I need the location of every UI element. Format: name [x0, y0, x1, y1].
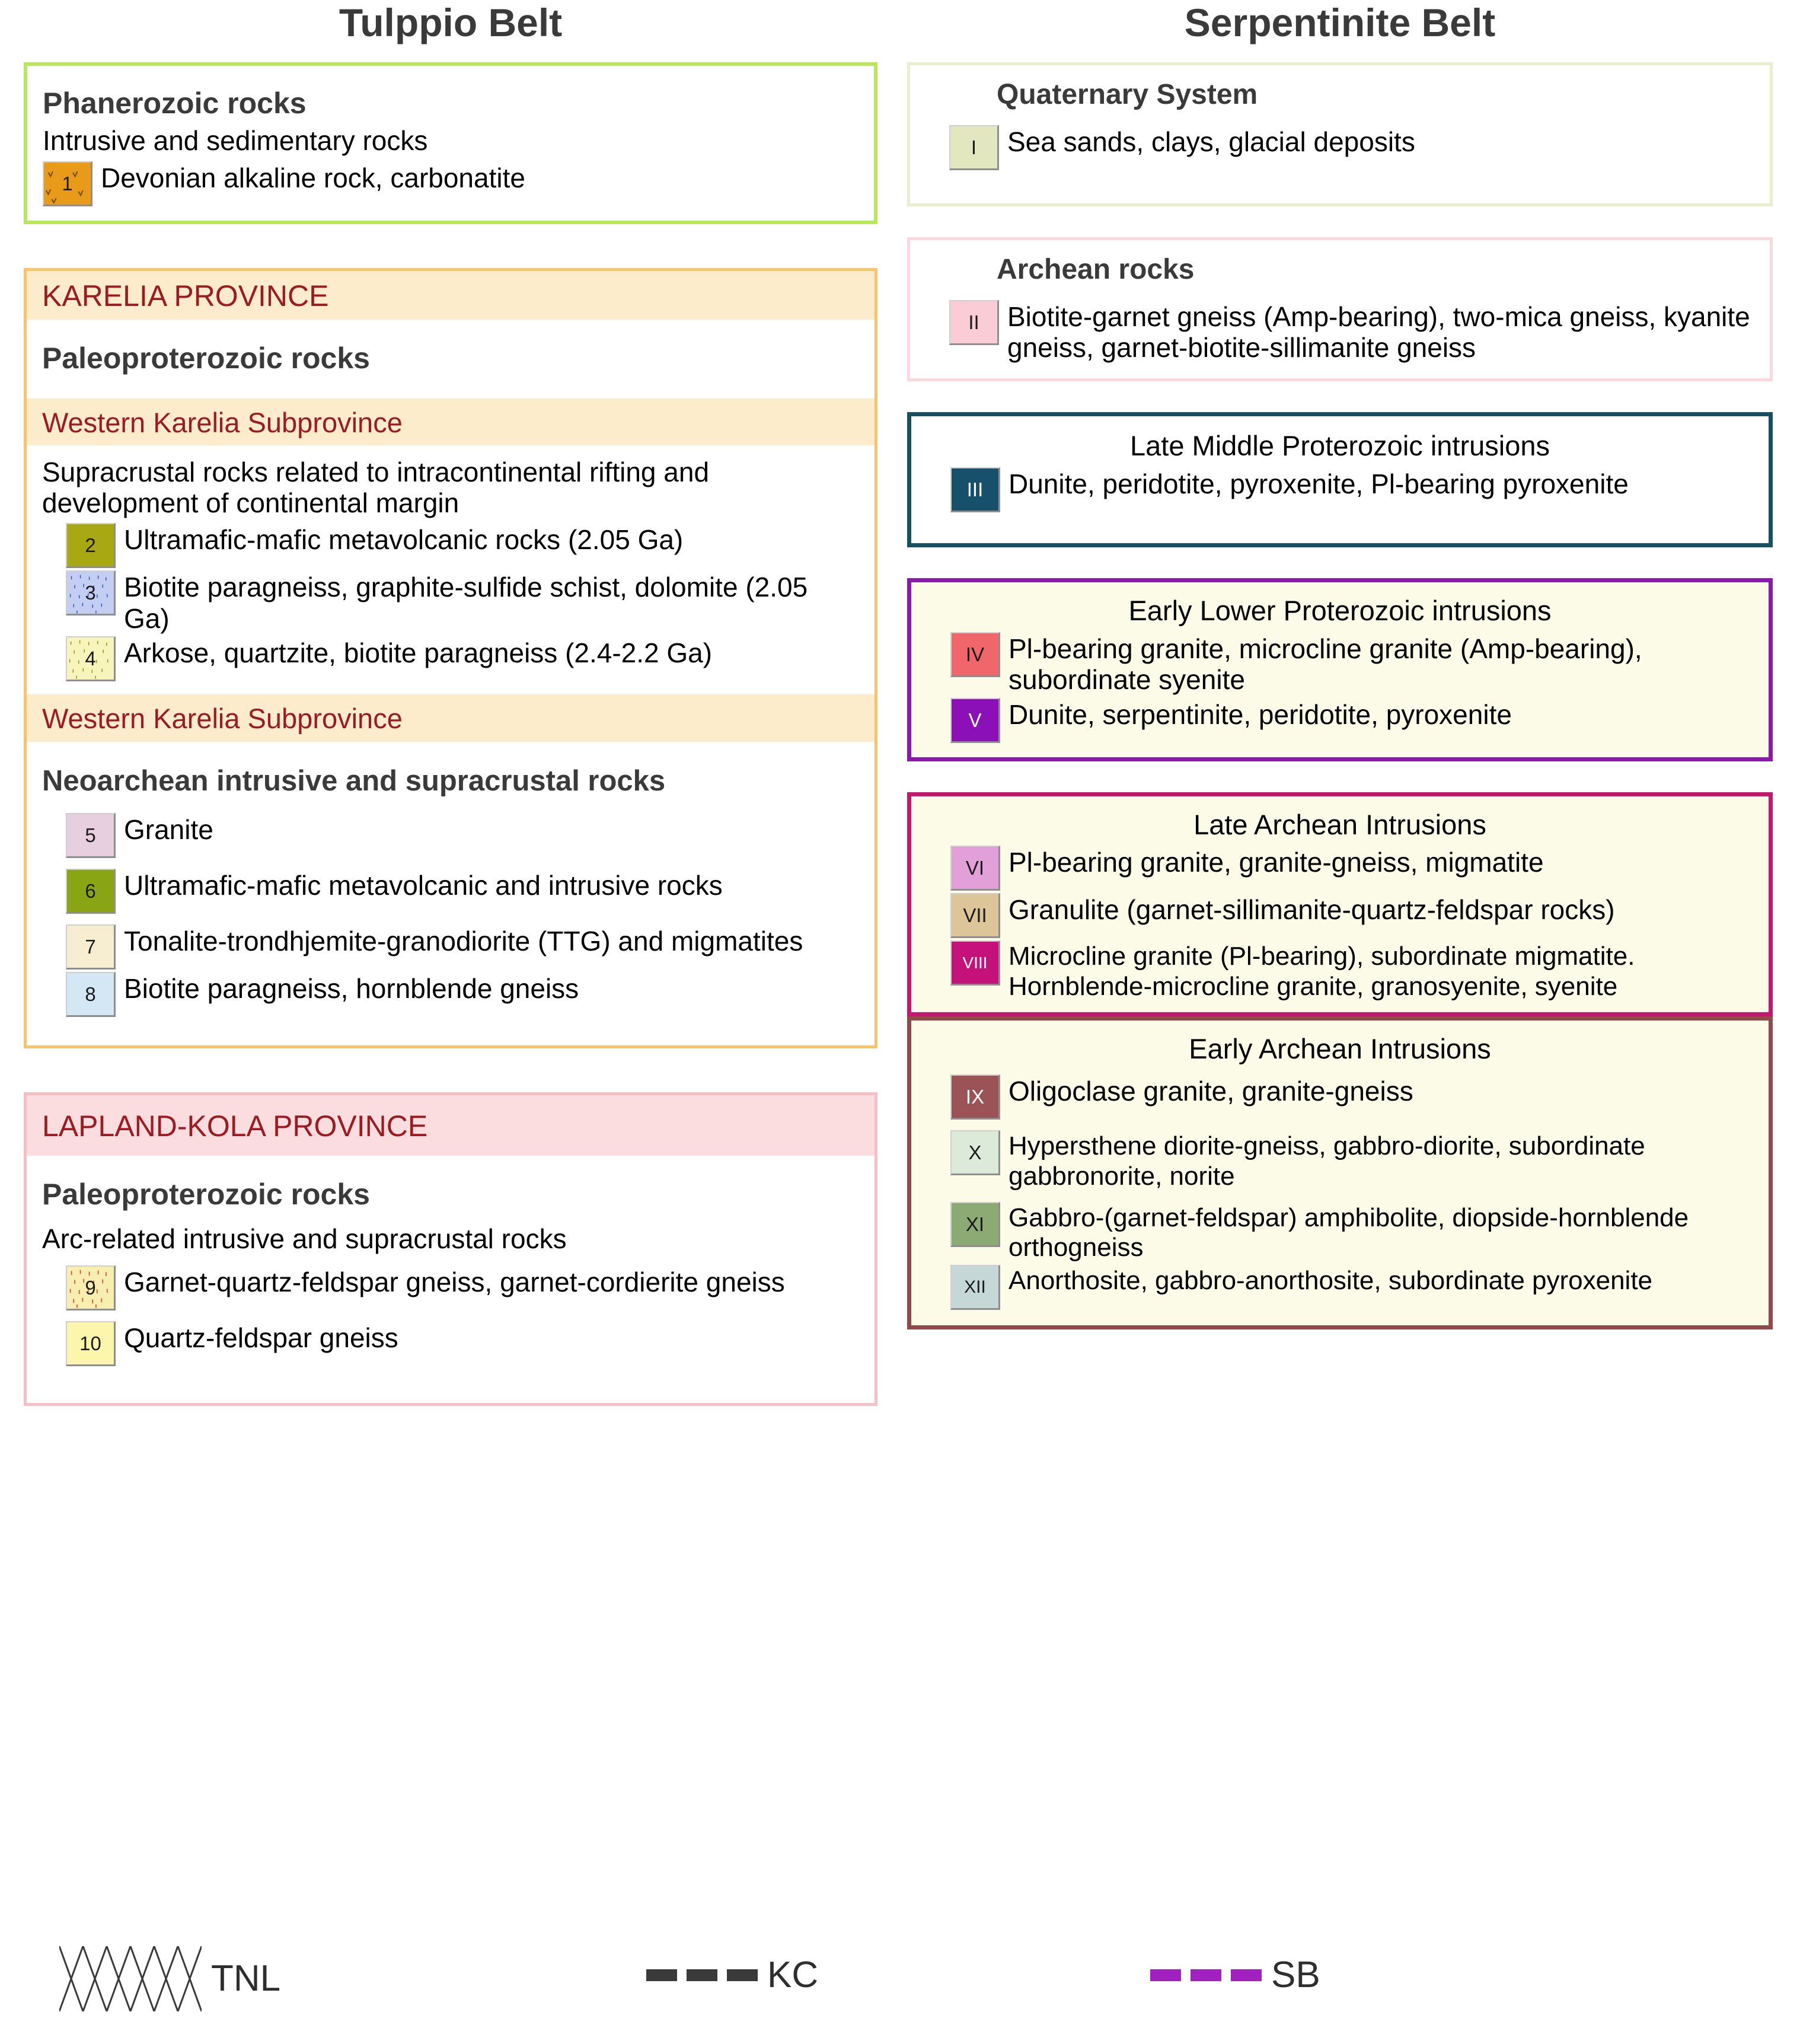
legend-label-3: Biotite paragneiss, graphite-sulfide schist, dolomite (2.05 Ga)	[124, 572, 808, 634]
legend-row-XII[interactable]	[927, 1265, 1753, 1310]
key-label-sb: SB	[1271, 1954, 1320, 1995]
section-karelia-province	[24, 268, 877, 1048]
swatch-2	[66, 523, 116, 568]
legend-row-XI[interactable]	[927, 1202, 1753, 1262]
legend-row-10[interactable]	[42, 1321, 859, 1366]
section-late-archean-intrusions	[907, 792, 1773, 1016]
section-quaternary-system	[907, 62, 1773, 206]
swatch-III	[950, 467, 1000, 512]
key-item-tnl[interactable]	[59, 1946, 280, 2011]
section-early-lower-proterozoic-intrusions	[907, 578, 1773, 761]
karelia-era-block	[27, 320, 875, 398]
swatch-9	[66, 1265, 116, 1310]
swatch-7	[66, 924, 116, 970]
band-western-karelia-subprovince-2	[27, 694, 875, 741]
swatch-VII	[950, 893, 1000, 938]
legend-label-IX: Oligoclase granite, granite-gneiss	[1008, 1076, 1413, 1107]
legend-row-5[interactable]	[42, 813, 859, 858]
column-tulppio-belt	[24, 0, 877, 1406]
swatch-XI	[950, 1202, 1000, 1247]
legend-row-2[interactable]	[42, 523, 859, 568]
section-archean-rocks	[907, 237, 1773, 382]
swatch-10	[66, 1321, 116, 1366]
swatch-3-number: 3	[85, 582, 96, 604]
province-name-lapland-kola: LAPLAND-KOLA PROVINCE	[42, 1109, 428, 1143]
swatch-5-number: 5	[85, 824, 96, 846]
province-name-karelia: KARELIA PROVINCE	[42, 279, 329, 313]
swatch-8-number: 8	[85, 983, 96, 1005]
legend-label-V: Dunite, serpentinite, peridotite, pyroxenite	[1008, 699, 1512, 730]
swatch-XII	[950, 1265, 1000, 1310]
swatch-9-number: 9	[85, 1276, 96, 1299]
key-item-sb[interactable]	[1150, 1954, 1320, 1995]
swatch-III-number: III	[966, 479, 984, 501]
heading-late-archean-intrusions: Late Archean Intrusions	[1193, 808, 1486, 840]
swatch-X-number: X	[968, 1141, 982, 1164]
swatch-XII-number: XII	[964, 1277, 986, 1297]
swatch-I	[949, 125, 999, 170]
legend-row-3[interactable]	[42, 570, 859, 634]
swatch-XI-number: XI	[965, 1213, 985, 1235]
column-title-serpentinite: Serpentinite Belt	[1184, 1, 1496, 44]
swatch-V	[950, 698, 1000, 743]
legend-label-XI: Gabbro-(garnet-feldspar) amphibolite, diopside-hornblende orthogneiss	[1008, 1203, 1689, 1262]
swatch-5	[66, 813, 116, 858]
swatch-6	[66, 869, 116, 914]
swatch-VI	[950, 846, 1000, 891]
heading-paleoproterozoic-lapland: Paleoproterozoic rocks	[42, 1178, 370, 1211]
band-lapland-kola-title	[27, 1095, 875, 1156]
swatch-II-number: II	[968, 311, 979, 333]
legend-label-1: Devonian alkaline rock, carbonatite	[101, 162, 525, 193]
swatch-4-number: 4	[85, 648, 96, 670]
swatch-IV-number: IV	[965, 643, 985, 665]
swatch-VIII	[950, 940, 1000, 986]
legend-row-III[interactable]	[927, 467, 1753, 512]
legend-row-7[interactable]	[42, 924, 859, 970]
bottom-key	[0, 1940, 1800, 2029]
subprovince-name-2: Western Karelia Subprovince	[42, 703, 403, 735]
swatch-VI-number: VI	[965, 857, 985, 879]
legend-label-10: Quartz-feldspar gneiss	[124, 1322, 398, 1353]
legend-label-IV: Pl-bearing granite, microcline granite (Amp-bearing), subordinate syenite	[1008, 633, 1642, 696]
column-serpentinite-belt	[907, 0, 1773, 1329]
intro-supracrustal-rifting: Supracrustal rocks related to intracontinental rifting and development of continental margin	[42, 457, 710, 518]
column-title-tulppio: Tulppio Belt	[339, 1, 563, 44]
section-early-archean-intrusions	[907, 1016, 1773, 1329]
swatch-6-number: 6	[85, 879, 96, 902]
heading-early-lower-proterozoic: Early Lower Proterozoic intrusions	[1128, 595, 1552, 627]
legend-label-7: Tonalite-trondhjemite-granodiorite (TTG) and migmatites	[124, 925, 803, 956]
legend-label-VII: Granulite (garnet-sillimanite-quartz-feldspar rocks)	[1008, 894, 1615, 926]
lapland-body	[27, 1156, 875, 1403]
karelia-group-1	[27, 445, 875, 694]
legend-label-5: Granite	[124, 814, 213, 845]
swatch-1	[43, 161, 92, 206]
crosshatch-pattern-icon	[59, 1946, 202, 2011]
legend-row-1[interactable]	[43, 161, 858, 206]
subheading-intrusive-sedimentary: Intrusive and sedimentary rocks	[43, 125, 428, 156]
legend-row-X[interactable]	[927, 1130, 1753, 1191]
legend-row-IV[interactable]	[927, 632, 1753, 696]
karelia-group-2	[27, 742, 875, 1045]
legend-label-XII: Anorthosite, gabbro-anorthosite, subordinate pyroxenite	[1008, 1266, 1653, 1296]
band-karelia-province-title	[27, 271, 875, 320]
key-label-tnl: TNL	[211, 1958, 281, 1999]
dashed-line-kc-icon	[646, 1969, 758, 1981]
section-lapland-kola-province	[24, 1092, 877, 1406]
heading-quaternary-system: Quaternary System	[997, 79, 1258, 110]
swatch-IV	[950, 632, 1000, 677]
section-late-middle-proterozoic-intrusions	[907, 412, 1773, 547]
legend-label-2: Ultramafic-mafic metavolcanic rocks (2.05 Ga)	[124, 524, 684, 556]
legend-row-VIII[interactable]	[927, 940, 1753, 1001]
swatch-3	[66, 570, 116, 616]
legend-row-8[interactable]	[42, 972, 859, 1017]
heading-early-archean-intrusions: Early Archean Intrusions	[1189, 1032, 1491, 1064]
legend-label-X: Hypersthene diorite-gneiss, gabbro-diorite, subordinate gabbronorite, norite	[1008, 1131, 1645, 1191]
legend-row-I[interactable]	[925, 125, 1754, 170]
heading-archean-rocks: Archean rocks	[997, 253, 1195, 285]
legend-label-III: Dunite, peridotite, pyroxenite, Pl-bearing pyroxenite	[1008, 468, 1629, 500]
legend-row-VII[interactable]	[927, 893, 1753, 938]
legend-row-4[interactable]	[42, 636, 859, 681]
swatch-7-number: 7	[85, 935, 96, 958]
swatch-II	[949, 300, 999, 345]
legend-label-6: Ultramafic-mafic metavolcanic and intrusive rocks	[124, 869, 723, 901]
heading-phanerozoic: Phanerozoic rocks	[43, 87, 307, 120]
swatch-2-number: 2	[85, 534, 96, 557]
legend-row-V[interactable]	[927, 698, 1753, 743]
key-label-kc: KC	[767, 1954, 819, 1995]
key-item-kc[interactable]	[646, 1954, 819, 1995]
legend-row-6[interactable]	[42, 869, 859, 914]
section-phanerozoic-rocks	[24, 62, 877, 224]
legend-row-VI[interactable]	[927, 846, 1753, 891]
heading-neoarchean: Neoarchean intrusive and supracrustal rocks	[42, 764, 666, 797]
legend-label-4: Arkose, quartzite, biotite paragneiss (2.4-2.2 Ga)	[124, 637, 713, 669]
swatch-10-number: 10	[79, 1332, 101, 1354]
swatch-1-number: 1	[62, 172, 73, 194]
legend-label-I: Sea sands, clays, glacial deposits	[1007, 126, 1415, 157]
swatch-I-number: I	[971, 136, 977, 158]
legend-row-IX[interactable]	[927, 1074, 1753, 1120]
legend-label-8: Biotite paragneiss, hornblende gneiss	[124, 972, 579, 1004]
band-western-karelia-subprovince-1	[27, 398, 875, 445]
legend-row-9[interactable]	[42, 1265, 859, 1310]
subprovince-name-1: Western Karelia Subprovince	[42, 407, 403, 439]
swatch-X	[950, 1130, 1000, 1175]
legend-label-9: Garnet-quartz-feldspar gneiss, garnet-cordierite gneiss	[124, 1266, 785, 1297]
swatch-IX-number: IX	[965, 1086, 985, 1108]
swatch-V-number: V	[968, 709, 982, 731]
swatch-8	[66, 972, 116, 1017]
intro-arc-related: Arc-related intrusive and supracrustal rocks	[42, 1223, 567, 1254]
swatch-4	[66, 636, 116, 681]
legend-label-II: Biotite-garnet gneiss (Amp-bearing), two-mica gneiss, kyanite gneiss, garnet-biotite-sillimanite gneiss	[1007, 301, 1750, 363]
dashed-line-sb-icon	[1150, 1969, 1262, 1981]
heading-paleoproterozoic-karelia: Paleoproterozoic rocks	[42, 342, 370, 375]
swatch-VII-number: VII	[963, 904, 987, 927]
heading-late-middle-proterozoic: Late Middle Proterozoic intrusions	[1130, 430, 1550, 462]
legend-label-VI: Pl-bearing granite, granite-gneiss, migmatite	[1008, 847, 1544, 878]
legend-row-II[interactable]	[925, 300, 1754, 363]
swatch-IX	[950, 1074, 1000, 1120]
swatch-VIII-number: VIII	[962, 953, 988, 972]
legend-label-VIII: Microcline granite (Pl-bearing), subordinate migmatite. Hornblende-microcline granite, granosyenite, syenite	[1008, 942, 1635, 1001]
